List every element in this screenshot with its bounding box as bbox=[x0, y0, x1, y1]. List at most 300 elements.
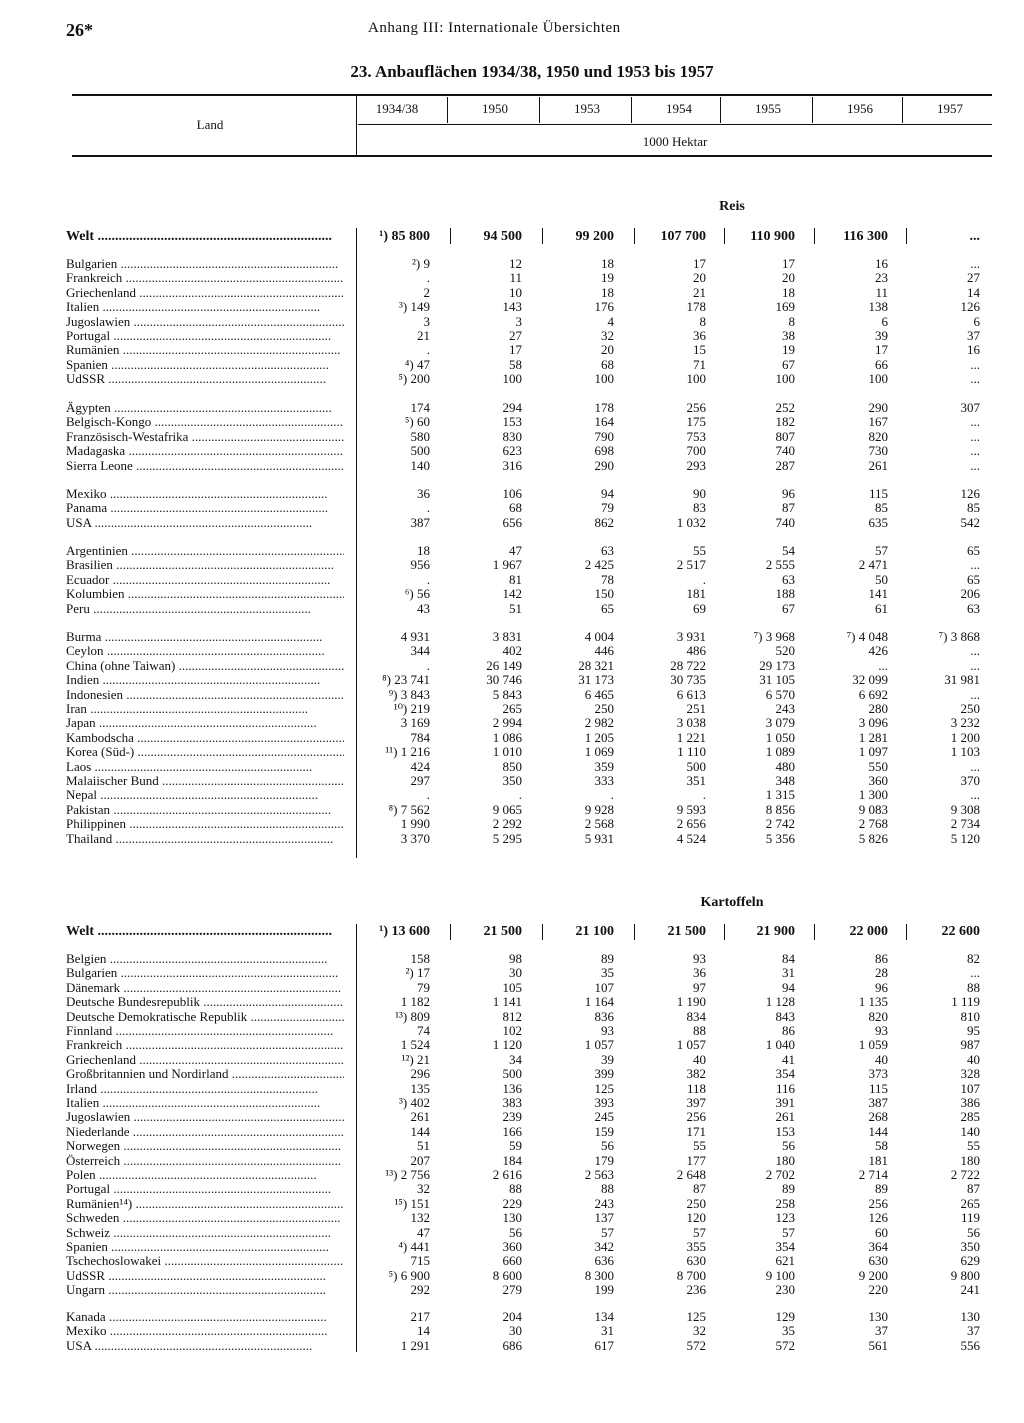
value-cell: 136 bbox=[502, 1080, 522, 1096]
value-cell: 29 173 bbox=[759, 657, 795, 673]
value-cell: 20 bbox=[693, 270, 706, 286]
value-cell: 784 bbox=[410, 729, 430, 745]
value-cell: 236 bbox=[686, 1282, 706, 1298]
value-cell: 290 bbox=[868, 400, 888, 415]
value-cell: 31 bbox=[782, 965, 795, 981]
value-cell: 293 bbox=[686, 457, 706, 473]
value-cell: 360 bbox=[502, 1239, 522, 1254]
value-cell: 16 bbox=[967, 342, 980, 358]
value-cell: 68 bbox=[509, 500, 522, 516]
value-cell: 57 bbox=[601, 1224, 614, 1240]
value-cell: ⁴) 47 bbox=[404, 356, 430, 372]
value-cell: 2 656 bbox=[676, 816, 706, 832]
header-year-divider bbox=[902, 97, 903, 123]
value-cell: 84 bbox=[782, 951, 795, 966]
value-cell: 2 471 bbox=[858, 557, 888, 573]
table-row bbox=[66, 1269, 992, 1283]
value-cell: 164 bbox=[594, 414, 614, 430]
value-cell: 623 bbox=[502, 443, 522, 459]
value-cell: . bbox=[426, 571, 430, 587]
value-cell: 28 bbox=[875, 965, 888, 981]
value-cell: 14 bbox=[417, 1323, 430, 1339]
value-cell: 572 bbox=[775, 1337, 795, 1353]
value-cell: 178 bbox=[686, 299, 706, 315]
value-cell: 94 bbox=[601, 486, 614, 501]
table-row bbox=[66, 602, 992, 616]
value-cell: 279 bbox=[502, 1282, 522, 1298]
value-cell: 125 bbox=[686, 1309, 706, 1324]
value-cell: 5 843 bbox=[492, 686, 522, 702]
table-row bbox=[66, 372, 992, 386]
value-cell: 171 bbox=[686, 1123, 706, 1139]
value-cell: 4 bbox=[607, 313, 614, 329]
value-cell: 17 bbox=[693, 256, 706, 271]
value-cell: 87 bbox=[693, 1181, 706, 1197]
country-name: Welt ..... bbox=[66, 230, 344, 244]
value-cell: 96 bbox=[782, 486, 795, 501]
value-cell: 54 bbox=[782, 543, 795, 558]
value-cell: 153 bbox=[502, 414, 522, 430]
value-cell: 176 bbox=[594, 299, 614, 315]
value-cell: 57 bbox=[875, 543, 888, 558]
country-name: Jugoslawien ..... bbox=[66, 1110, 344, 1124]
table-row bbox=[66, 731, 992, 745]
value-cell: 40 bbox=[693, 1051, 706, 1067]
value-cell: 35 bbox=[782, 1323, 795, 1339]
value-cell: . bbox=[426, 657, 430, 673]
value-cell: 686 bbox=[502, 1337, 522, 1353]
value-cell: 68 bbox=[601, 356, 614, 372]
value-cell: ⁸) 23 741 bbox=[382, 672, 430, 688]
table-row bbox=[66, 1324, 992, 1338]
value-cell: 21 bbox=[693, 284, 706, 300]
table-row bbox=[66, 1339, 992, 1353]
value-cell: 344 bbox=[410, 643, 430, 659]
table-row bbox=[66, 459, 992, 473]
value-cell: 100 bbox=[775, 371, 795, 387]
country-name: Norwegen ..... bbox=[66, 1139, 344, 1153]
table-row bbox=[66, 544, 992, 558]
value-cell: 8 700 bbox=[676, 1267, 706, 1283]
value-cell: 204 bbox=[502, 1309, 522, 1324]
table-row bbox=[66, 415, 992, 429]
value-cell: ... bbox=[970, 758, 980, 774]
header-unit: 1000 Hektar bbox=[642, 134, 708, 149]
table-row bbox=[66, 817, 992, 831]
value-cell: ⁷) 3 968 bbox=[753, 629, 795, 644]
value-cell: 36 bbox=[417, 486, 430, 501]
value-cell: 9 083 bbox=[858, 801, 888, 817]
value-cell: 138 bbox=[868, 299, 888, 315]
value-cell: 730 bbox=[868, 443, 888, 459]
country-name: Sierra Leone ..... bbox=[66, 459, 344, 473]
value-cell: 656 bbox=[502, 514, 522, 530]
value-cell: 55 bbox=[693, 543, 706, 558]
value-cell: 241 bbox=[960, 1282, 980, 1298]
value-cell: 17 bbox=[875, 342, 888, 358]
value-cell: 140 bbox=[960, 1123, 980, 1139]
value-cell: 43 bbox=[417, 600, 430, 616]
value-cell: 63 bbox=[967, 600, 980, 616]
value-cell: 3 038 bbox=[676, 715, 706, 731]
table-row bbox=[66, 1283, 992, 1297]
country-name: Kolumbien ..... bbox=[66, 587, 344, 601]
value-cell: 102 bbox=[502, 1023, 522, 1038]
header-year-2: 1953 bbox=[574, 101, 600, 116]
value-cell: 106 bbox=[502, 486, 522, 501]
value-cell: 79 bbox=[417, 979, 430, 995]
country-name: Iran ..... bbox=[66, 702, 344, 716]
value-cell: 1 103 bbox=[950, 744, 980, 760]
value-cell: 31 bbox=[601, 1323, 614, 1339]
table-row bbox=[66, 230, 992, 244]
value-cell: ⁶) 56 bbox=[404, 586, 430, 602]
value-cell: 316 bbox=[502, 457, 522, 473]
value-cell: 4 931 bbox=[400, 629, 430, 644]
value-cell: 89 bbox=[601, 951, 614, 966]
value-cell: 93 bbox=[601, 1023, 614, 1038]
value-cell: 3 bbox=[515, 313, 522, 329]
value-cell: 115 bbox=[868, 486, 888, 501]
value-cell: 1 524 bbox=[400, 1037, 430, 1053]
value-cell: 6 570 bbox=[765, 686, 795, 702]
table-row bbox=[66, 1053, 992, 1067]
value-cell: 58 bbox=[875, 1138, 888, 1154]
country-name: Belgisch-Kongo ..... bbox=[66, 415, 344, 429]
value-cell: 5 931 bbox=[584, 830, 614, 846]
table-row bbox=[66, 271, 992, 285]
header-year-4: 1955 bbox=[755, 101, 781, 116]
value-cell: 1 057 bbox=[584, 1037, 614, 1053]
value-cell: 261 bbox=[410, 1109, 430, 1125]
value-cell: 2 722 bbox=[950, 1167, 980, 1182]
table-row bbox=[66, 343, 992, 357]
country-name: Panama ..... bbox=[66, 501, 344, 515]
value-cell: 135 bbox=[410, 1080, 430, 1096]
table-row bbox=[66, 1197, 992, 1211]
value-cell: 90 bbox=[693, 486, 706, 501]
value-cell: ¹³) 809 bbox=[395, 1008, 430, 1024]
value-cell: 78 bbox=[601, 571, 614, 587]
table-row bbox=[66, 587, 992, 601]
table-row bbox=[66, 257, 992, 271]
value-cell: 636 bbox=[594, 1253, 614, 1269]
value-cell: 6 bbox=[881, 313, 888, 329]
country-name: Korea (Süd-) ..... bbox=[66, 745, 344, 759]
value-cell: 140 bbox=[410, 457, 430, 473]
value-cell: 2 517 bbox=[676, 557, 706, 573]
value-cell: 256 bbox=[868, 1195, 888, 1211]
table-row bbox=[66, 1125, 992, 1139]
table-row bbox=[66, 716, 992, 730]
value-cell: 350 bbox=[960, 1239, 980, 1254]
value-cell: 621 bbox=[775, 1253, 795, 1269]
value-cell: ¹) 85 800 bbox=[379, 229, 430, 244]
value-cell: 182 bbox=[775, 414, 795, 430]
value-cell: 1 040 bbox=[765, 1037, 795, 1053]
value-cell: 158 bbox=[410, 951, 430, 966]
value-cell: 820 bbox=[868, 1008, 888, 1024]
value-cell: 41 bbox=[782, 1051, 795, 1067]
value-cell: 39 bbox=[875, 328, 888, 343]
value-cell: 125 bbox=[594, 1080, 614, 1096]
page-number: 26* bbox=[66, 20, 93, 40]
value-cell: 179 bbox=[594, 1152, 614, 1168]
value-cell: ... bbox=[970, 643, 980, 659]
value-cell: 95 bbox=[967, 1023, 980, 1038]
value-cell: 402 bbox=[502, 643, 522, 659]
value-cell: 18 bbox=[601, 284, 614, 300]
value-cell: 5 295 bbox=[492, 830, 522, 846]
value-cell: 843 bbox=[775, 1008, 795, 1024]
value-cell: 252 bbox=[775, 400, 795, 415]
value-cell: 1 086 bbox=[492, 729, 522, 745]
value-cell: 100 bbox=[686, 371, 706, 387]
value-cell: 30 bbox=[509, 965, 522, 981]
value-cell: 130 bbox=[868, 1309, 888, 1324]
value-cell: 2 734 bbox=[950, 816, 980, 832]
country-name: Japan ..... bbox=[66, 716, 344, 730]
value-cell: 56 bbox=[967, 1224, 980, 1240]
value-cell: 660 bbox=[502, 1253, 522, 1269]
country-name: USA ..... bbox=[66, 516, 344, 530]
value-cell: 116 300 bbox=[843, 229, 888, 244]
value-cell: 1 097 bbox=[858, 744, 888, 760]
value-cell: 364 bbox=[868, 1239, 888, 1254]
value-cell: 40 bbox=[967, 1051, 980, 1067]
value-cell: 561 bbox=[868, 1337, 888, 1353]
country-name: Philippinen ..... bbox=[66, 817, 344, 831]
value-cell: 85 bbox=[875, 500, 888, 516]
value-cell: 3 bbox=[423, 313, 430, 329]
value-cell: 243 bbox=[775, 701, 795, 716]
value-cell: 307 bbox=[960, 400, 980, 415]
value-cell: 1 128 bbox=[765, 994, 795, 1010]
value-cell: 9 308 bbox=[950, 801, 980, 817]
value-cell: ... bbox=[970, 428, 980, 444]
value-cell: 2 563 bbox=[584, 1167, 614, 1182]
table-row bbox=[66, 644, 992, 658]
header-top-rule bbox=[72, 94, 992, 96]
country-name: Rumänien¹⁴) ..... bbox=[66, 1197, 344, 1211]
value-cell: 285 bbox=[960, 1109, 980, 1125]
country-name: Ungarn ..... bbox=[66, 1283, 344, 1297]
value-cell: 630 bbox=[868, 1253, 888, 1269]
value-cell: 98 bbox=[509, 951, 522, 966]
value-cell: 56 bbox=[601, 1138, 614, 1154]
value-cell: 5 826 bbox=[858, 830, 888, 846]
value-cell: ... bbox=[970, 965, 980, 981]
value-cell: 359 bbox=[594, 758, 614, 774]
country-name: Argentinien ..... bbox=[66, 544, 344, 558]
header-year-5: 1956 bbox=[847, 101, 873, 116]
value-cell: 1 110 bbox=[677, 744, 706, 760]
table-row bbox=[66, 952, 992, 966]
value-cell: 9 200 bbox=[858, 1267, 888, 1283]
value-cell: 261 bbox=[775, 1109, 795, 1125]
value-cell: 35 bbox=[601, 965, 614, 981]
value-cell: 86 bbox=[875, 951, 888, 966]
value-cell: ⁷) 4 048 bbox=[846, 629, 888, 644]
value-cell: 2 555 bbox=[765, 557, 795, 573]
value-cell: 143 bbox=[502, 299, 522, 315]
value-cell: 21 900 bbox=[756, 924, 795, 939]
value-cell: 63 bbox=[601, 543, 614, 558]
country-name: Thailand ..... bbox=[66, 832, 344, 846]
header-year-0: 1934/38 bbox=[375, 101, 419, 116]
value-cell: 166 bbox=[502, 1123, 522, 1139]
value-cell: 107 bbox=[960, 1080, 980, 1096]
value-cell: 81 bbox=[509, 571, 522, 587]
value-cell: 94 500 bbox=[483, 229, 522, 244]
table-row bbox=[66, 1310, 992, 1324]
value-cell: ⁵) 200 bbox=[398, 371, 430, 387]
country-name: Pakistan ..... bbox=[66, 803, 344, 817]
value-cell: 93 bbox=[875, 1023, 888, 1038]
value-cell: 55 bbox=[967, 1138, 980, 1154]
value-cell: 8 600 bbox=[492, 1267, 522, 1283]
value-cell: 15 bbox=[693, 342, 706, 358]
value-cell: . bbox=[426, 270, 430, 286]
header-year-divider bbox=[631, 97, 632, 123]
country-name: Ägypten ..... bbox=[66, 401, 344, 415]
value-cell: 370 bbox=[960, 773, 980, 788]
header-year-1: 1950 bbox=[482, 101, 508, 116]
value-cell: 1 990 bbox=[400, 816, 430, 832]
value-cell: 99 200 bbox=[575, 229, 614, 244]
value-cell: 51 bbox=[417, 1138, 430, 1154]
value-cell: 294 bbox=[502, 400, 522, 415]
value-cell: 169 bbox=[775, 299, 795, 315]
table-row bbox=[66, 1110, 992, 1124]
value-cell: 230 bbox=[775, 1282, 795, 1298]
value-cell: 19 bbox=[782, 342, 795, 358]
country-name: Italien ..... bbox=[66, 1096, 344, 1110]
value-cell: 1 967 bbox=[492, 557, 522, 573]
table-row bbox=[66, 1226, 992, 1240]
value-cell: ⁹) 3 843 bbox=[388, 686, 430, 702]
table-row bbox=[66, 315, 992, 329]
value-cell: 206 bbox=[960, 586, 980, 602]
value-cell: ⁴) 441 bbox=[398, 1239, 430, 1254]
value-cell: 256 bbox=[686, 1109, 706, 1125]
value-cell: 245 bbox=[594, 1109, 614, 1125]
value-cell: ⁵) 60 bbox=[404, 414, 430, 430]
table-row bbox=[66, 430, 992, 444]
value-cell: 520 bbox=[775, 643, 795, 659]
value-cell: 36 bbox=[693, 328, 706, 343]
value-cell: 834 bbox=[686, 1008, 706, 1024]
value-cell: 250 bbox=[960, 701, 980, 716]
value-cell: 51 bbox=[509, 600, 522, 616]
value-cell: 126 bbox=[960, 299, 980, 315]
country-name: Peru ..... bbox=[66, 602, 344, 616]
value-cell: 268 bbox=[868, 1109, 888, 1125]
value-cell: ... bbox=[969, 229, 980, 244]
country-name: Rumänien ..... bbox=[66, 343, 344, 357]
value-cell: . bbox=[610, 787, 614, 803]
value-cell: 28 321 bbox=[578, 657, 614, 673]
table-row bbox=[66, 329, 992, 343]
value-cell: ¹³) 2 756 bbox=[385, 1167, 430, 1182]
value-cell: 3 169 bbox=[400, 715, 430, 731]
value-cell: ⁷) 3 868 bbox=[938, 629, 980, 644]
value-cell: 86 bbox=[782, 1023, 795, 1038]
value-cell: 82 bbox=[967, 951, 980, 966]
country-name: Griechenland ..... bbox=[66, 1053, 344, 1067]
country-name: Dänemark ..... bbox=[66, 981, 344, 995]
value-cell: ... bbox=[878, 657, 888, 673]
value-cell: 137 bbox=[594, 1210, 614, 1226]
value-cell: 258 bbox=[775, 1195, 795, 1211]
value-cell: 85 bbox=[967, 500, 980, 516]
value-cell: 32 bbox=[601, 328, 614, 343]
value-cell: 256 bbox=[686, 400, 706, 415]
table-row bbox=[66, 832, 992, 846]
table-row bbox=[66, 659, 992, 673]
header-mid-rule bbox=[358, 124, 992, 125]
value-cell: 20 bbox=[782, 270, 795, 286]
country-name: China (ohne Taiwan) ..... bbox=[66, 659, 344, 673]
value-cell: 220 bbox=[868, 1282, 888, 1298]
value-cell: 2 742 bbox=[765, 816, 795, 832]
value-cell: 486 bbox=[686, 643, 706, 659]
value-cell: 397 bbox=[686, 1095, 706, 1110]
value-cell: 28 722 bbox=[670, 657, 706, 673]
value-cell: 830 bbox=[502, 428, 522, 444]
value-cell: 387 bbox=[410, 514, 430, 530]
value-cell: 9 593 bbox=[676, 801, 706, 817]
value-cell: 572 bbox=[686, 1337, 706, 1353]
table-row bbox=[66, 760, 992, 774]
value-cell: 132 bbox=[410, 1210, 430, 1226]
value-cell: 280 bbox=[868, 701, 888, 716]
value-cell: 2 994 bbox=[492, 715, 522, 731]
value-cell: 88 bbox=[693, 1023, 706, 1038]
country-name: Indien ..... bbox=[66, 673, 344, 687]
value-cell: ³) 149 bbox=[399, 299, 430, 315]
country-name: Spanien ..... bbox=[66, 1240, 344, 1254]
value-cell: 700 bbox=[686, 443, 706, 459]
value-cell: 32 bbox=[417, 1181, 430, 1197]
header-year-6: 1957 bbox=[937, 101, 963, 116]
country-name: Niederlande ..... bbox=[66, 1125, 344, 1139]
country-name: Deutsche Demokratische Republik ..... bbox=[66, 1010, 344, 1024]
value-cell: 71 bbox=[693, 356, 706, 372]
table-row bbox=[66, 1067, 992, 1081]
value-cell: 2 768 bbox=[858, 816, 888, 832]
value-cell: 5 120 bbox=[950, 830, 980, 846]
value-cell: 9 100 bbox=[765, 1267, 795, 1283]
value-cell: 31 981 bbox=[944, 672, 980, 688]
value-cell: ²) 9 bbox=[412, 256, 430, 271]
value-cell: 393 bbox=[594, 1095, 614, 1110]
value-cell: 1 300 bbox=[858, 787, 888, 803]
value-cell: 175 bbox=[686, 414, 706, 430]
table-row bbox=[66, 774, 992, 788]
table-row bbox=[66, 286, 992, 300]
value-cell: 134 bbox=[594, 1309, 614, 1324]
value-cell: 2 616 bbox=[492, 1167, 522, 1182]
country-name: Deutsche Bundesrepublik ..... bbox=[66, 995, 344, 1009]
country-name: Frankreich ..... bbox=[66, 271, 344, 285]
value-cell: 144 bbox=[410, 1123, 430, 1139]
value-cell: 8 bbox=[788, 313, 795, 329]
value-cell: 57 bbox=[782, 1224, 795, 1240]
value-cell: 119 bbox=[960, 1210, 980, 1226]
value-cell: 217 bbox=[410, 1309, 430, 1324]
value-cell: 1 291 bbox=[400, 1337, 430, 1353]
